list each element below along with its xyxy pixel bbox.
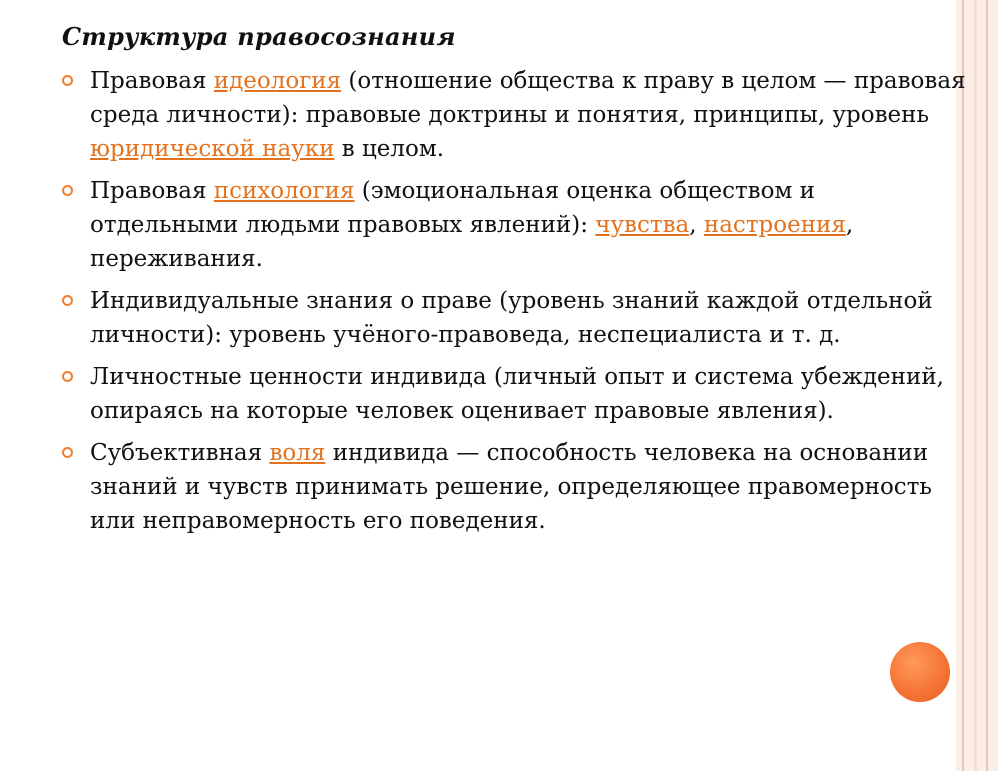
- item-text: ,: [689, 212, 704, 238]
- stripe-line: [974, 0, 977, 771]
- list-item: [62, 174, 967, 276]
- slide-title: Структура правосознания: [62, 22, 456, 51]
- list-item: [62, 436, 967, 538]
- item-text: Субъективная: [90, 440, 270, 466]
- circle-bullet-icon: [62, 185, 73, 196]
- item-text: Правовая: [90, 68, 214, 94]
- link-legal-science[interactable]: юридической науки: [90, 136, 335, 162]
- circle-bullet-icon: [62, 447, 73, 458]
- item-text: Правовая: [90, 178, 214, 204]
- circle-bullet-icon: [62, 75, 73, 86]
- item-text: (отношение общества к праву в целом — правовая среда личности): правовые доктрины и понятия, принципы, уровень: [90, 68, 966, 128]
- link-psychology[interactable]: психология: [213, 178, 355, 204]
- list-item: [62, 360, 967, 428]
- list-item: [62, 284, 967, 352]
- link-will[interactable]: воля: [269, 440, 326, 466]
- decorative-orange-circle: [890, 642, 950, 702]
- item-text: Личностные ценности индивида (личный опыт и система убеждений, опираясь на которые человек оценивает правовые явления).: [90, 364, 944, 424]
- item-text: (эмоциональная оценка обществом и отдельными людьми правовых явлений):: [90, 178, 816, 238]
- link-moods[interactable]: настроения: [703, 212, 846, 238]
- circle-bullet-icon: [62, 295, 73, 306]
- link-ideology[interactable]: идеология: [213, 68, 342, 94]
- link-feelings[interactable]: чувства: [595, 212, 690, 238]
- list-item: [62, 64, 967, 166]
- item-text: , переживания.: [90, 212, 854, 272]
- item-text: в целом.: [334, 136, 445, 162]
- item-text: Индивидуальные знания о праве (уровень знаний каждой отдельной личности): уровень учёного-правоведа, неспециалиста и т. д.: [90, 288, 933, 348]
- circle-bullet-icon: [62, 371, 73, 382]
- stripe-line: [986, 0, 988, 771]
- bullet-list: [62, 64, 967, 546]
- item-text: индивида — способность человека на основании знаний и чувств принимать решение, определяющее правомерность или неправомерность его поведения.: [90, 440, 932, 534]
